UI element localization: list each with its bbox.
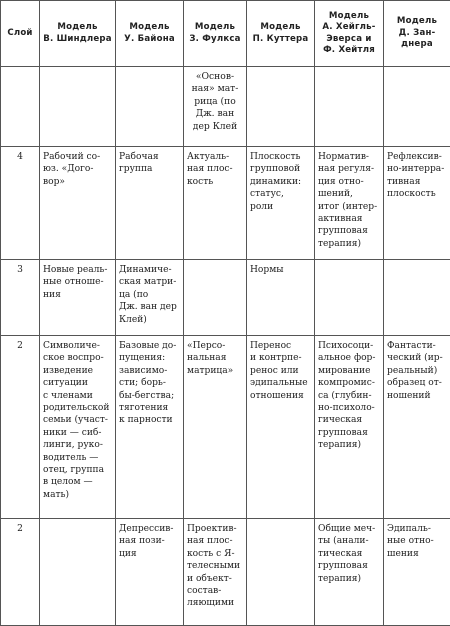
- fulks-cell: [184, 260, 247, 336]
- bion-cell: Депрессив- ная пози- ция: [116, 519, 184, 626]
- fulks-cell: «Персо- нальная матрица»: [184, 336, 247, 519]
- table-cell: [1, 67, 40, 147]
- fulks-cell: Проектив- ная плос- кость с Я- телесными и объект- состав- ляющими: [184, 519, 247, 626]
- sandner-cell: [384, 260, 450, 336]
- header-bion: Модель У. Байона: [116, 1, 184, 67]
- schindler-cell: Новые реаль- ные отноше- ния: [40, 260, 116, 336]
- kutter-cell: Перенос и контрпе- ренос или эдипальные отношения: [247, 336, 315, 519]
- layer-cell: 4: [1, 147, 40, 260]
- fulks-basic-matrix-cell: «Основ- ная» мат- рица (по Дж. ван дер Клей: [184, 67, 247, 147]
- header-heigl-heitl: Модель А. Хейгль- Эверса и Ф. Хейтля: [315, 1, 384, 67]
- schindler-cell: [40, 519, 116, 626]
- header-kutter: Модель П. Куттера: [247, 1, 315, 67]
- header-schindler: Модель В. Шиндлера: [40, 1, 116, 67]
- heigl-heitl-cell: Психосоци- альное фор- мирование компромис- са (глубин- но-психоло- гическая групповая терапия): [315, 336, 384, 519]
- kutter-cell: [247, 519, 315, 626]
- heigl-heitl-cell: [315, 260, 384, 336]
- header-row: [1, 1, 450, 67]
- fulks-cell: Актуаль- ная плос- кость: [184, 147, 247, 260]
- table-row: [1, 336, 450, 519]
- table-row: [1, 519, 450, 626]
- layer-cell: 3: [1, 260, 40, 336]
- heigl-heitl-cell: Общие меч- ты (анали- тическая групповая терапия): [315, 519, 384, 626]
- table-row: [1, 147, 450, 260]
- table-row: [1, 260, 450, 336]
- sandner-cell: Эдипаль- ные отно- шения: [384, 519, 450, 626]
- bion-cell: Динамиче- ская матри- ца (по Дж. ван дер Клей): [116, 260, 184, 336]
- table-cell: [247, 67, 315, 147]
- schindler-cell: Рабочий со- юз. «Дого- вор»: [40, 147, 116, 260]
- sandner-cell: Рефлексив- но-интерра- тивная плоскость: [384, 147, 450, 260]
- subheader-row: [1, 67, 450, 147]
- sandner-cell: Фантасти- ческий (ир- реальный) образец от- ношений: [384, 336, 450, 519]
- schindler-cell: Символиче- ское воспро- изведение ситуации с членами родительской семьи (участ- ники — сиб- линги, руко- водитель — отец, группа в целом — мать): [40, 336, 116, 519]
- table-cell: [116, 67, 184, 147]
- bion-cell: Рабочая группа: [116, 147, 184, 260]
- table-cell: [315, 67, 384, 147]
- header-sandner: Модель Д. Зан- днера: [384, 1, 450, 67]
- layer-cell: 2: [1, 519, 40, 626]
- kutter-cell: Нормы: [247, 260, 315, 336]
- table-cell: [384, 67, 450, 147]
- header-fulks: Модель З. Фулкса: [184, 1, 247, 67]
- bion-cell: Базовые до- пущения: зависимо- сти; борь- бы-бегства; тяготения к парности: [116, 336, 184, 519]
- layer-cell: 2: [1, 336, 40, 519]
- header-layer: Слой: [1, 1, 40, 67]
- heigl-heitl-cell: Норматив- ная регуля- ция отно- шений, итог (интер- активная групповая терапия): [315, 147, 384, 260]
- table-cell: [40, 67, 116, 147]
- kutter-cell: Плоскость групповой динамики: статус, роли: [247, 147, 315, 260]
